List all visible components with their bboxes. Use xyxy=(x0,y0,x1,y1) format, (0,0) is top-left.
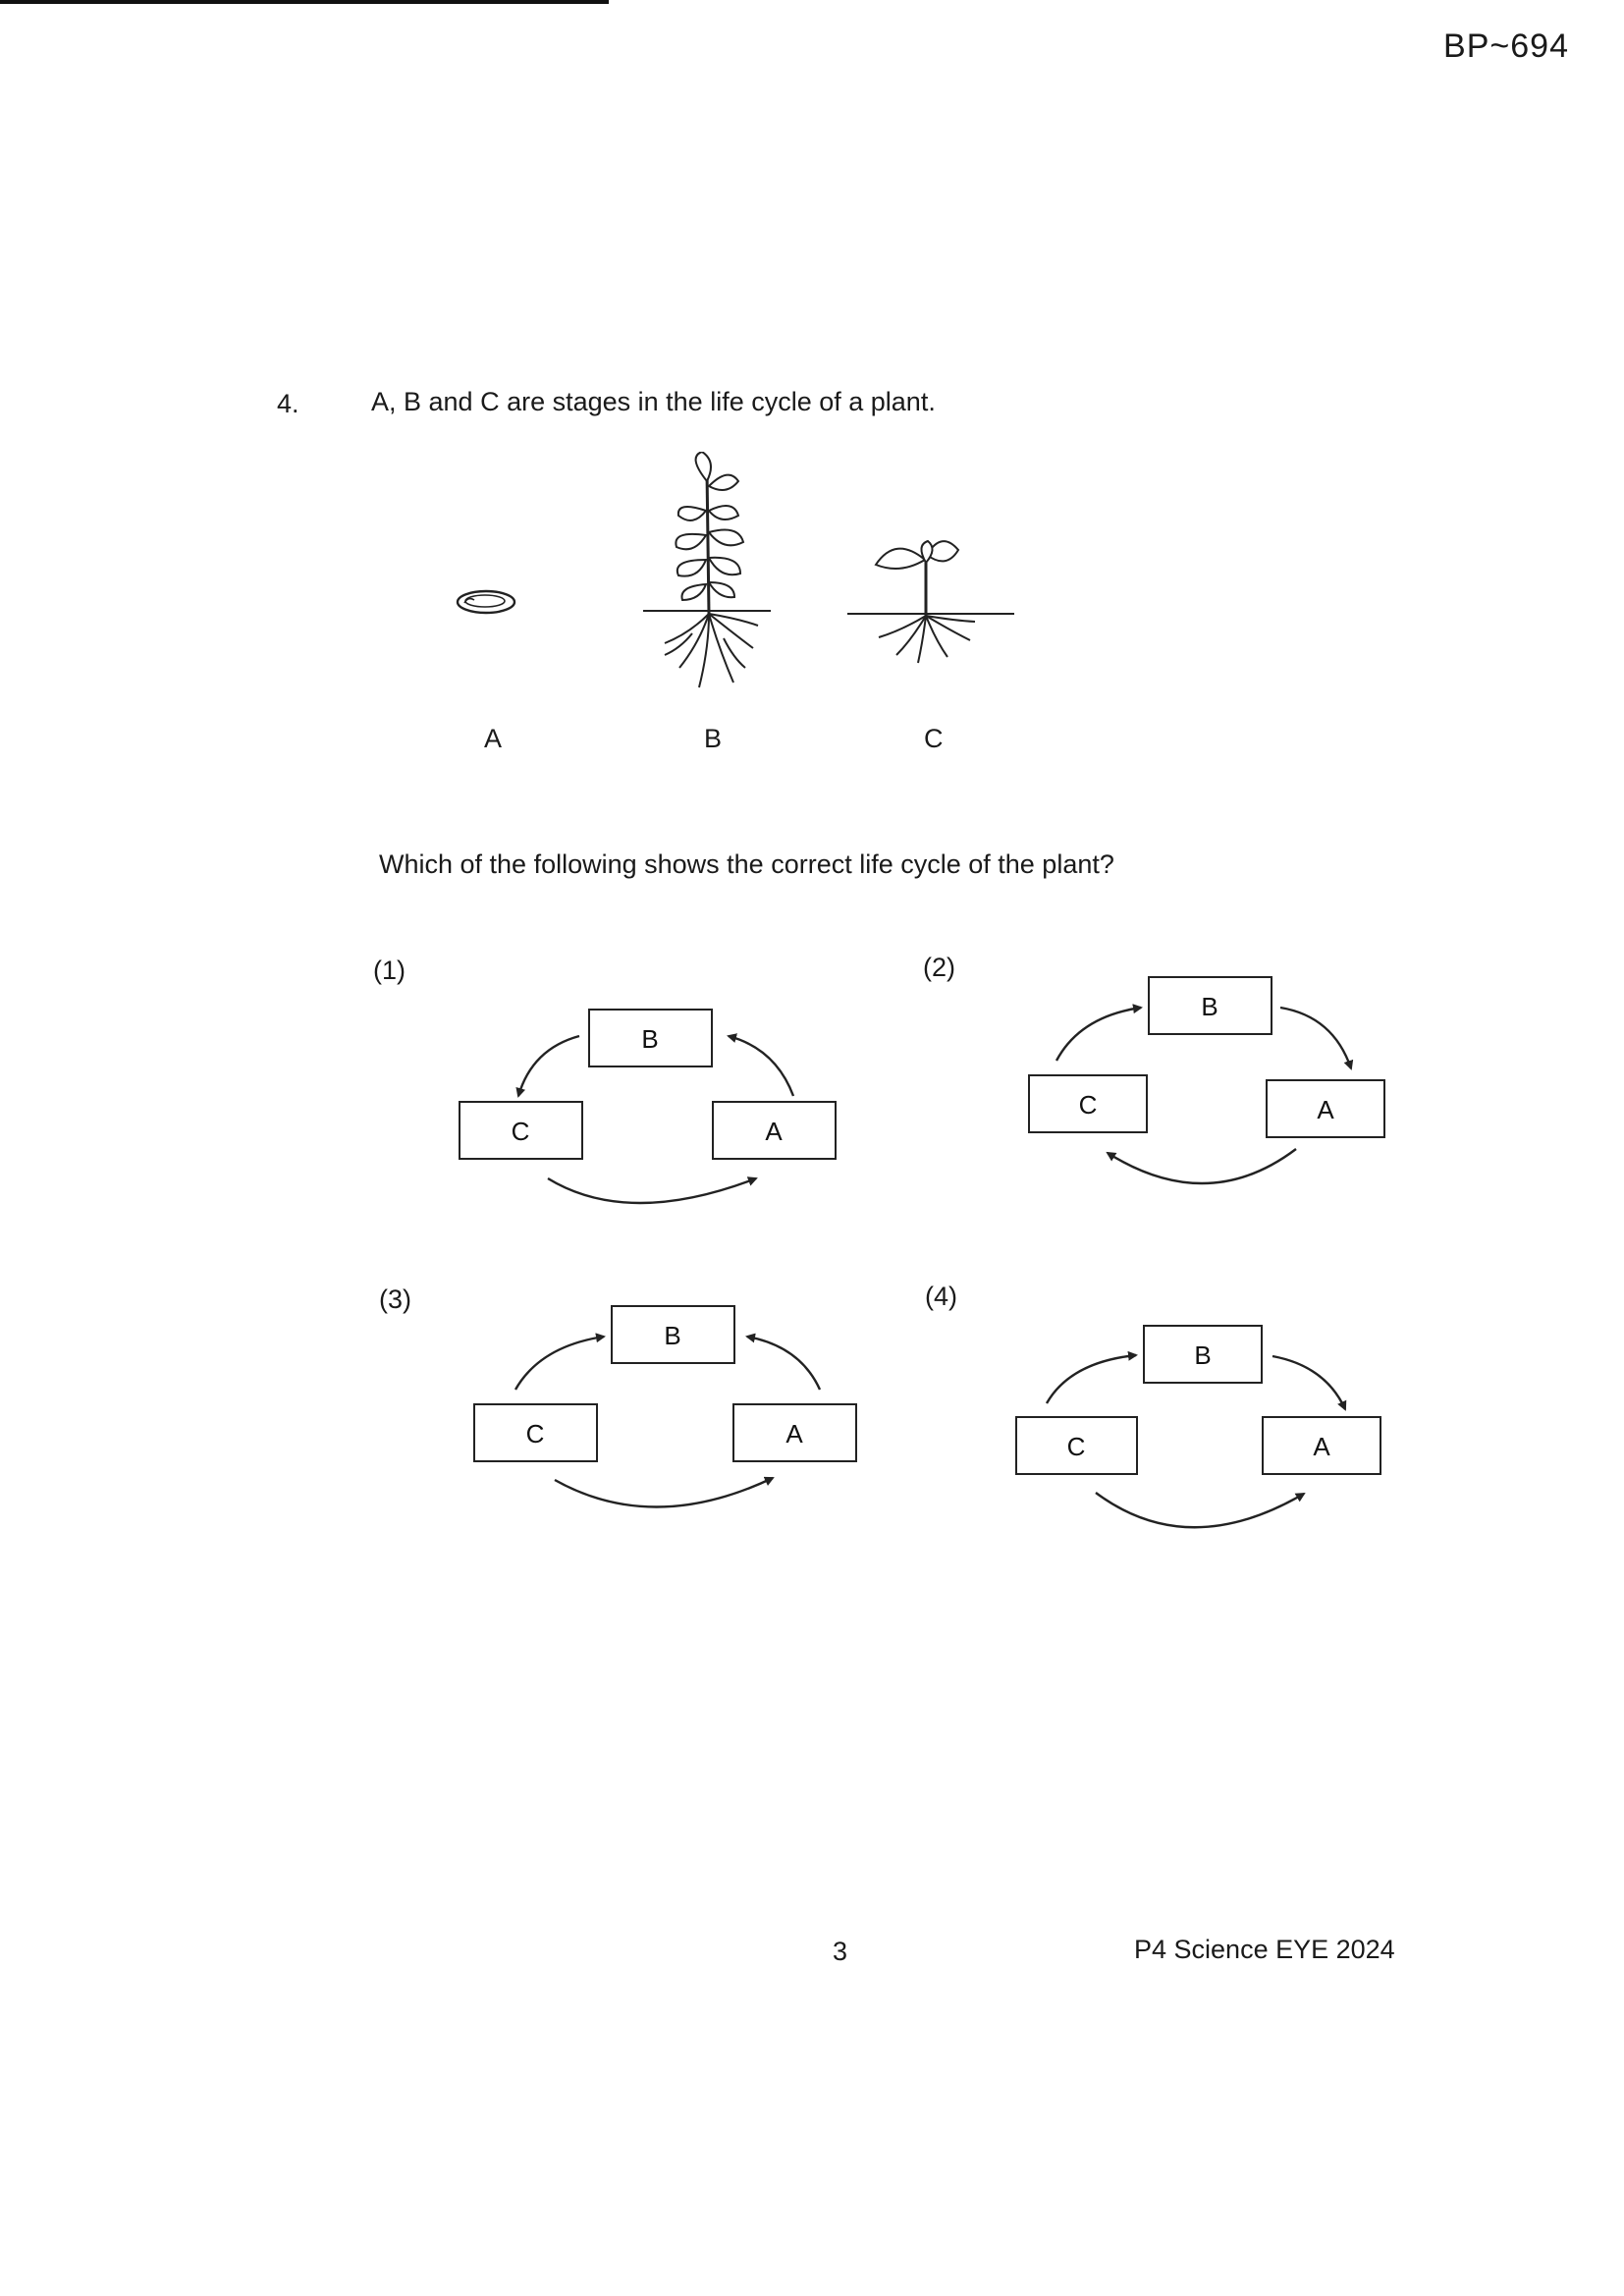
option-4-cycle-diagram[interactable] xyxy=(992,1301,1424,1557)
arrow-c-to-a xyxy=(555,1478,773,1507)
option-label-2[interactable]: (2) xyxy=(923,953,955,982)
paper-title: P4 Science EYE 2024 xyxy=(1134,1935,1395,1964)
stage-box-c xyxy=(1016,1417,1137,1474)
arrow-c-to-b xyxy=(1056,1008,1141,1061)
arrow-c-to-a xyxy=(1096,1493,1304,1527)
arrow-a-to-b xyxy=(729,1036,793,1096)
stage-box-c xyxy=(460,1102,582,1159)
svg-text:A: A xyxy=(1317,1095,1334,1124)
stage-box-b xyxy=(589,1010,712,1066)
stage-box-a xyxy=(1267,1080,1384,1137)
option-label-3[interactable]: (3) xyxy=(379,1285,411,1314)
option-1-cycle-diagram[interactable] xyxy=(432,982,864,1237)
stage-box-b xyxy=(1144,1326,1262,1383)
page-number: 3 xyxy=(833,1937,848,1966)
stage-box-b xyxy=(1149,977,1272,1034)
stage-box-b xyxy=(612,1306,734,1363)
seedling-icon xyxy=(842,525,1019,683)
stage-box-c xyxy=(474,1404,597,1461)
arrow-b-to-a xyxy=(1280,1008,1351,1068)
stage-label-a: A xyxy=(484,724,503,753)
stage-box-c xyxy=(1029,1075,1147,1132)
option-3-cycle-diagram[interactable] xyxy=(447,1282,879,1537)
svg-text:A: A xyxy=(1313,1432,1330,1461)
seed-icon xyxy=(447,579,525,619)
option-label-1[interactable]: (1) xyxy=(373,956,406,985)
arrow-c-to-b xyxy=(1047,1355,1136,1403)
option-2-cycle-diagram[interactable] xyxy=(1001,953,1434,1208)
svg-text:C: C xyxy=(511,1117,530,1146)
svg-text:A: A xyxy=(765,1117,783,1146)
svg-text:B: B xyxy=(664,1321,681,1350)
arrow-c-to-b xyxy=(515,1337,604,1390)
svg-text:C: C xyxy=(1078,1090,1098,1120)
stage-box-a xyxy=(1263,1417,1380,1474)
stage-box-a xyxy=(733,1404,856,1461)
stage-box-a xyxy=(713,1102,836,1159)
arrow-c-to-a xyxy=(548,1178,756,1203)
arrow-a-to-c xyxy=(1108,1149,1296,1183)
svg-text:B: B xyxy=(641,1024,659,1054)
question-number: 4. xyxy=(277,389,299,418)
svg-text:B: B xyxy=(1201,992,1218,1021)
svg-text:A: A xyxy=(785,1419,803,1449)
arrow-a-to-b xyxy=(747,1337,820,1390)
svg-text:B: B xyxy=(1194,1340,1212,1370)
stage-label-b: B xyxy=(704,724,723,753)
top-rule xyxy=(0,0,609,4)
question-prompt: Which of the following shows the correct life cycle of the plant? xyxy=(379,849,1114,879)
paper-code: BP~694 xyxy=(1443,27,1569,65)
svg-text:C: C xyxy=(1066,1432,1086,1461)
arrow-b-to-c xyxy=(518,1036,579,1096)
question-stem: A, B and C are stages in the life cycle of a plant. xyxy=(371,387,936,416)
option-label-4[interactable]: (4) xyxy=(925,1282,957,1311)
stage-label-c: C xyxy=(924,724,944,753)
svg-text:C: C xyxy=(525,1419,545,1449)
adult-plant-icon xyxy=(633,452,781,697)
arrow-b-to-a xyxy=(1272,1356,1345,1409)
